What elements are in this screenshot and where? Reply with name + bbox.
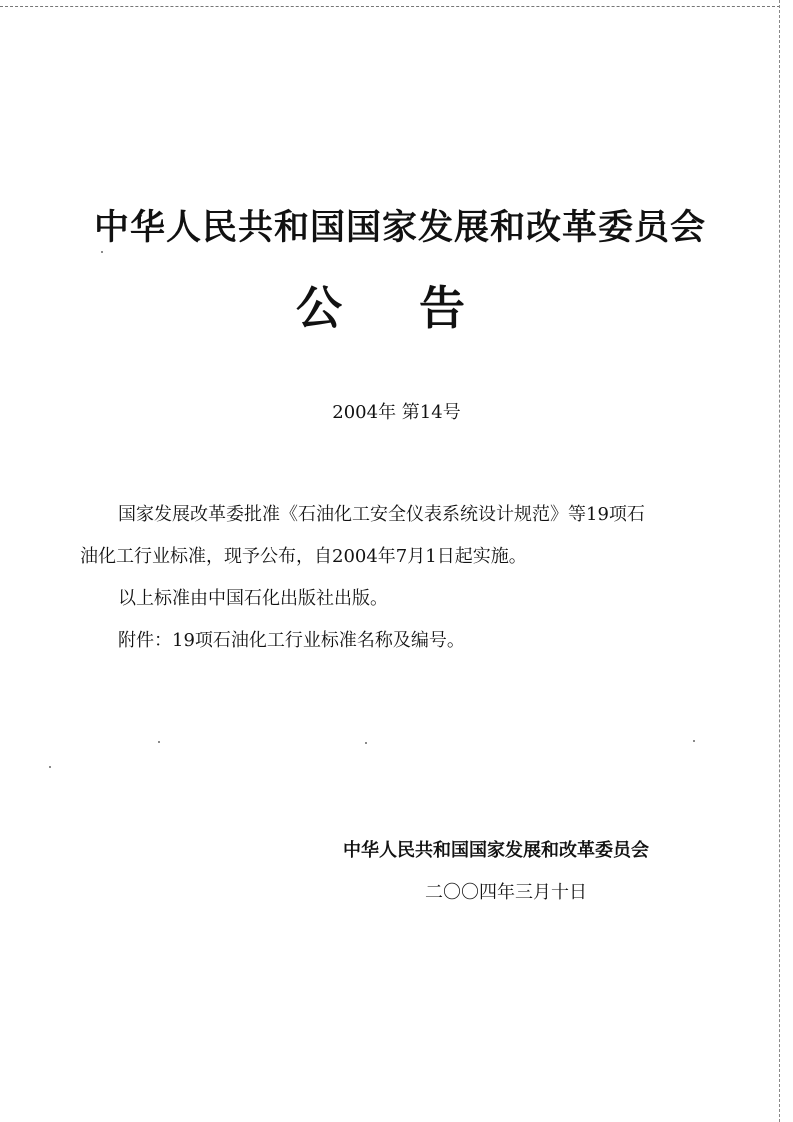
signature-date: 二〇〇四年三月十日 bbox=[425, 882, 587, 903]
scan-speck bbox=[158, 741, 160, 743]
scan-border-top bbox=[0, 6, 780, 7]
scan-speck bbox=[693, 740, 695, 742]
scan-speck bbox=[365, 742, 367, 744]
attachment-note: 附件：19项石油化工行业标准名称及编号。 bbox=[118, 630, 465, 651]
notice-heading bbox=[296, 278, 496, 338]
scan-border-right bbox=[779, 0, 780, 1122]
scan-speck bbox=[49, 766, 51, 768]
heading-char-gong: 公 bbox=[296, 281, 342, 335]
notice-number: 2004年 第14号 bbox=[332, 402, 461, 423]
scan-speck bbox=[101, 251, 103, 253]
issuer-title: 中华人民共和国国家发展和改革委员会 bbox=[93, 208, 706, 248]
body-paragraph-line-1: 国家发展改革委批准《石油化工安全仪表系统设计规范》等19项石 bbox=[118, 504, 645, 525]
signature-organization: 中华人民共和国国家发展和改革委员会 bbox=[343, 840, 649, 861]
body-paragraph-line-2: 油化工行业标准，现予公布，自2004年7月1日起实施。 bbox=[80, 546, 527, 567]
publisher-statement: 以上标准由中国石化出版社出版。 bbox=[118, 588, 388, 609]
heading-char-gao: 告 bbox=[419, 281, 465, 335]
